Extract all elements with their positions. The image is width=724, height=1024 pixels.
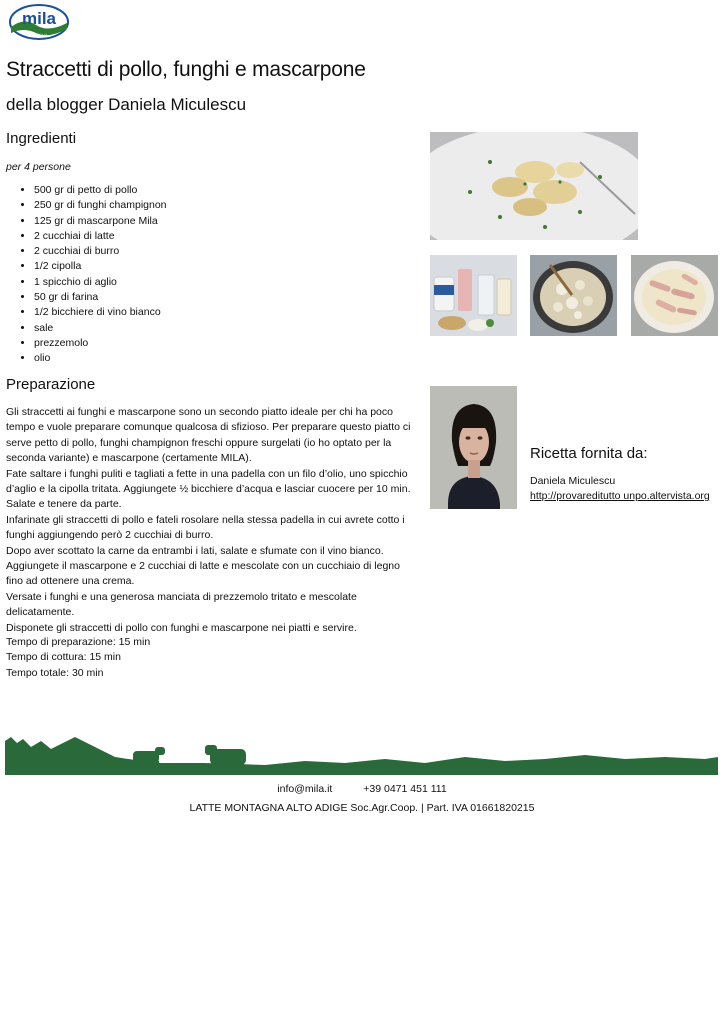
ingredients-list — [6, 183, 167, 367]
preparation-heading: Preparazione — [6, 376, 96, 393]
preparation-paragraph: Infarinate gli straccetti di pollo e fateli rosolare nella stessa padella in cui avrete cotto i funghi aggiungendo però 2 cucchiai di burro. — [6, 513, 405, 542]
ingredient-item: • 50 gr di farina — [34, 290, 167, 305]
servings-note: per 4 persone — [6, 161, 71, 173]
preparation-paragraph: Disponete gli straccetti di pollo con funghi e mascarpone nei piatti e servire. — [6, 621, 357, 634]
preparation-paragraph: Fate saltare i funghi puliti e tagliati a fette in una padella con un filo d’olio, uno spicchio d’aglio e la cipolla tritata. Aggiungete ½ bicchiere d’acqua e lasciar cuocere per 10 min. Salate e tenere da parte. — [6, 467, 411, 511]
ingredient-item: • 2 cucchiai di burro — [34, 244, 167, 259]
ingredient-item: • 1/2 bicchiere di vino bianco — [34, 305, 167, 320]
ingredient-item: • sale — [34, 321, 167, 336]
chicken-photo — [631, 255, 718, 336]
total-time: Tempo totale: 30 min — [6, 666, 104, 679]
prep-time: Tempo di preparazione: 15 min — [6, 636, 151, 648]
contact-email[interactable]: info@mila.it — [277, 783, 333, 795]
page-title: Straccetti di pollo, funghi e mascarpone — [6, 58, 366, 81]
cooking-times — [6, 635, 150, 681]
preparation-text — [6, 405, 416, 636]
ingredient-item: • 2 cucchiai di latte — [34, 229, 167, 244]
mushrooms-photo — [530, 255, 617, 336]
logo-text: mila — [21, 9, 57, 28]
ingredient-item: • 250 gr di funghi champignon — [34, 198, 167, 213]
author-photo — [430, 386, 517, 509]
ingredient-item: • olio — [34, 351, 167, 366]
credit-heading: Ricetta fornita da: — [530, 445, 648, 462]
ingredient-item: • prezzemolo — [34, 336, 167, 351]
blog-link[interactable]: http://provareditutto unpo.altervista.org — [530, 490, 710, 502]
preparation-paragraph: Gli straccetti ai funghi e mascarpone sono un secondo piatto ideale per chi ha poco tempo e vuole preparare comunque qualcosa di sfizioso. Per preparare questo piatto ci serve petto di pollo, funghi champignon freschi oppure surgelati (io ho optato per la seconda variante) e mascarpone (certamente MILA). — [6, 406, 411, 465]
ingredient-item: • 125 gr di mascarpone Mila — [34, 214, 167, 229]
preparation-paragraph: Dopo aver scottato la carne da entrambi i lati, salate e sfumate con il vino bianco. Aggiungete il mascarpone e 2 cucchiai di latte e mescolate con un cucchiaio di legno fino ad ottenere una crema. — [6, 544, 400, 588]
author-name: Daniela Miculescu — [530, 475, 616, 487]
landscape-cows-graphic — [5, 733, 718, 775]
company-info: LATTE MONTAGNA ALTO ADIGE Soc.Agr.Coop. | Part. IVA 01661820215 — [189, 802, 535, 814]
contact-line — [0, 783, 724, 795]
ingredients-heading: Ingredienti — [6, 130, 77, 147]
page-subtitle: della blogger Daniela Miculescu — [6, 95, 247, 114]
preparation-paragraph: Versate i funghi e una generosa manciata di prezzemolo tritato e mescolate delicatamente. — [6, 590, 357, 619]
mila-logo[interactable] — [8, 3, 70, 41]
contact-phone[interactable]: +39 0471 451 111 — [363, 783, 447, 795]
ingredient-item: • 1/2 cipolla — [34, 259, 167, 274]
cook-time: Tempo di cottura: 15 min — [6, 651, 121, 664]
ingredients-photo — [430, 255, 517, 336]
ingredient-item: • 500 gr di petto di pollo — [34, 183, 167, 198]
dish-photo — [430, 132, 638, 240]
logo-subtext: Südtirol — [31, 33, 47, 38]
ingredient-item: • 1 spicchio di aglio — [34, 275, 167, 290]
